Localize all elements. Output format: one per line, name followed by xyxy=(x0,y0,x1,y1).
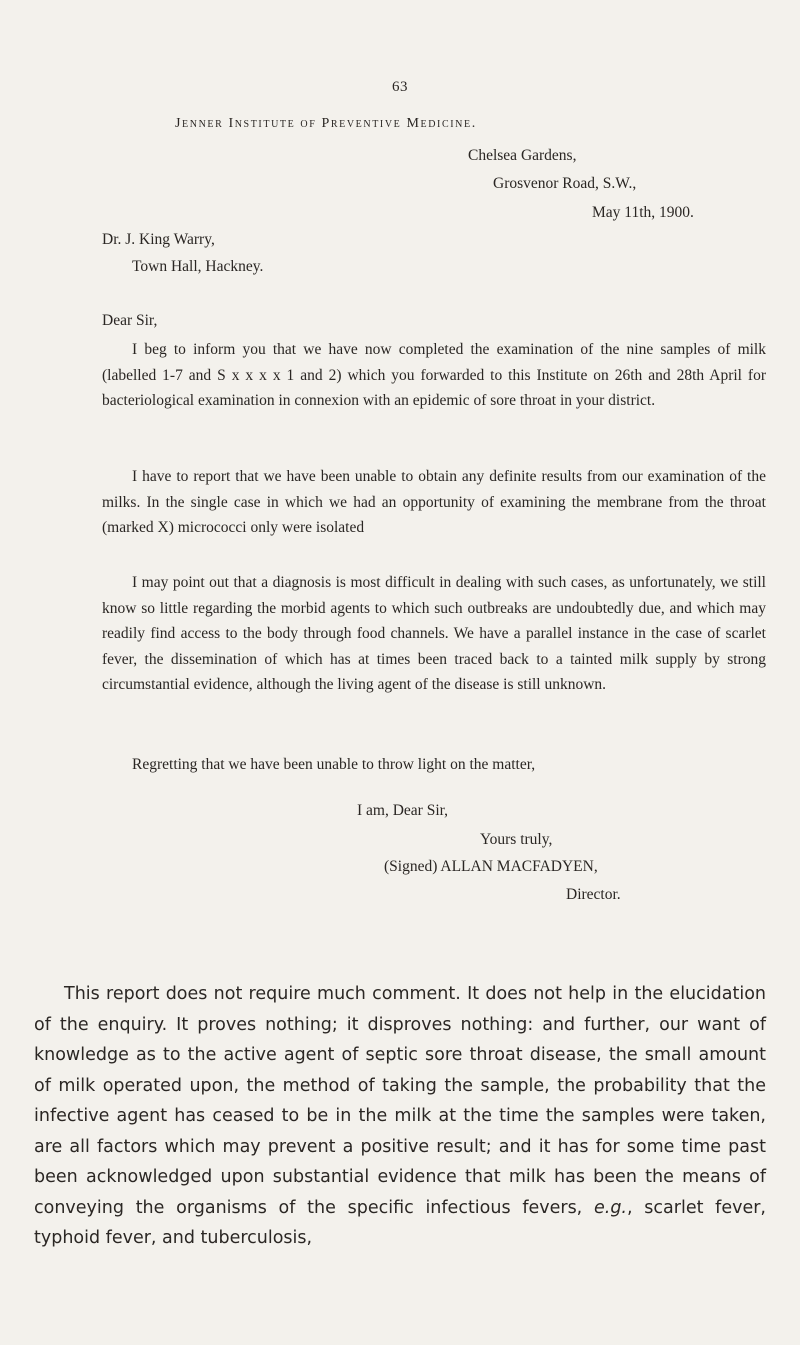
report-commentary xyxy=(34,979,766,1254)
letter-paragraph: I may point out that a diagnosis is most difficult in dealing with such cases, as unfortunately, we still know so little regarding the morbid agents to which such outbreaks are undoubtedly due, and which may readily find access to the body through food channels. We have a parallel instance in the case of scarlet fever, the dissemination of which has at times been traced back to a tainted milk supply by strong circumstantial evidence, although the living agent of the disease is still unknown. xyxy=(102,574,766,693)
page-number: 63 xyxy=(392,79,408,95)
letter-date: May 11th, 1900. xyxy=(592,204,694,221)
signatory-title: Director. xyxy=(566,886,621,903)
closing-line: I am, Dear Sir, xyxy=(357,802,449,819)
letter-paragraph: Regretting that we have been unable to throw light on the matter, xyxy=(132,756,536,773)
report-text-before: This report does not require much comment. It does not help in the elucidation of the enquiry. It proves nothing; it disproves nothing: and further, our want of knowledge as to the active agent of septic sore throat disease, the small amount of milk operated upon, the method of taking the sample, the probability that the infective agent has ceased to be in the milk at the time the samples were taken, are all factors which may prevent a positive result; and it has for some time past been acknowledged upon substantial evidence that milk has been the means of conveying the organisms of the specific infectious fevers, xyxy=(34,984,766,1218)
letterhead-institute: Jenner Institute of Preventive Medicine. xyxy=(175,116,477,131)
recipient-place: Town Hall, Hackney. xyxy=(132,258,264,275)
report-eg: e.g. xyxy=(593,1197,627,1218)
closing-valediction: Yours truly, xyxy=(480,831,553,848)
address-line-1: Chelsea Gardens, xyxy=(468,147,577,164)
address-line-2: Grosvenor Road, S.W., xyxy=(493,175,637,192)
recipient-name: Dr. J. King Warry, xyxy=(102,231,215,248)
letter-paragraph: I beg to inform you that we have now completed the examination of the nine samples of milk (labelled 1-7 and S x x x x 1 and 2) which you forwarded to this Institute on 26th and 28th April for bacteriological examination in connexion with an epidemic of sore throat in your district. xyxy=(102,341,766,409)
letter-paragraph: I have to report that we have been unable to obtain any definite results from our examination of the milks. In the single case in which we had an opportunity of examining the membrane from the throat (marked X) micrococci only were isolated xyxy=(102,468,766,536)
report-text-after: , scarlet fever, typhoid fever, and tuberculosis, xyxy=(34,1197,766,1248)
salutation: Dear Sir, xyxy=(102,312,158,329)
signature: (Signed) ALLAN MACFADYEN, xyxy=(384,858,598,875)
